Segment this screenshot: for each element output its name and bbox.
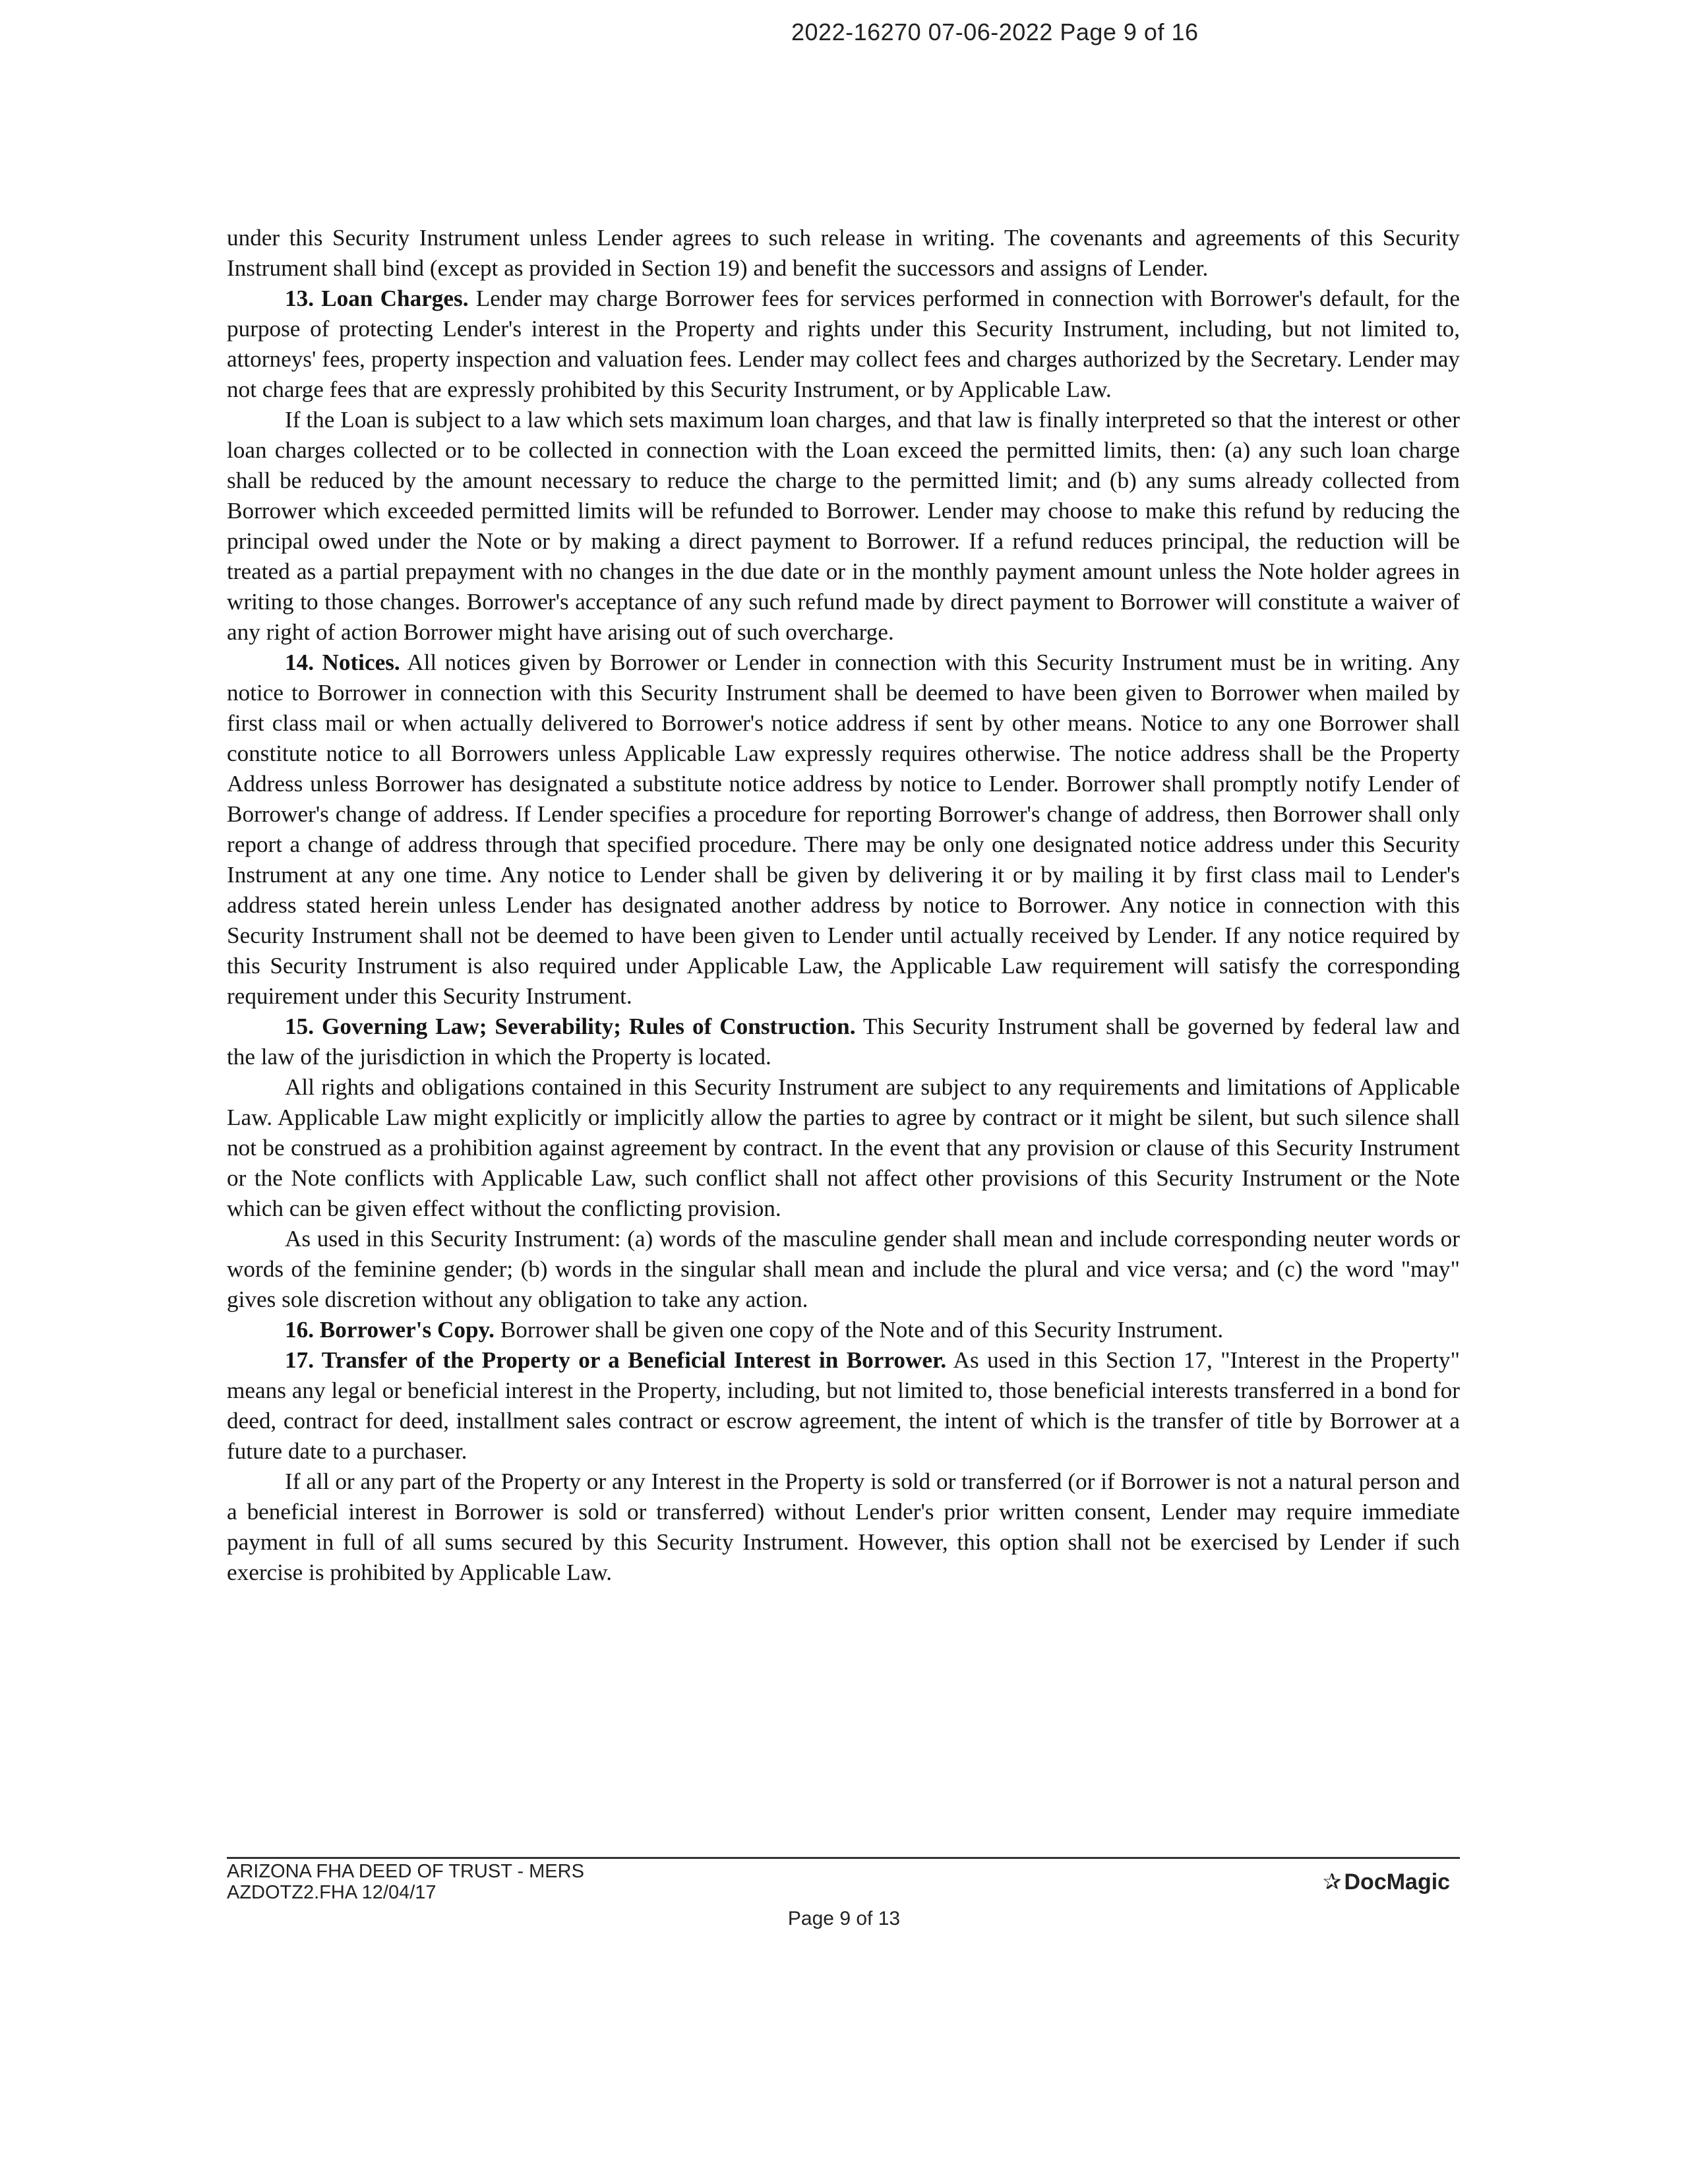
recording-stamp: 2022-16270 07-06-2022 Page 9 of 16	[791, 18, 1199, 46]
page-number: Page 9 of 13	[787, 1908, 901, 1929]
section-16-borrowers-copy	[227, 1315, 1460, 1345]
section-13-heading: 13. Loan Charges.	[285, 286, 469, 311]
section-15-paragraph-2: All rights and obligations contained in this Security Instrument are subject to any requirements and limitations of Applicable Law. Applicable Law might explicitly or implicitly allow the parties to agree by contract or it might be silent, but such silence shall not be construed as a prohibition against agreement by contract. In the event that any provision or clause of this Security Instrument or the Note conflicts with Applicable Law, such conflict shall not affect other provisions of this Security Instrument or the Note which can be given effect without the conflicting provision.	[227, 1074, 1460, 1221]
footer-form-title: ARIZONA FHA DEED OF TRUST - MERS	[227, 1861, 584, 1882]
section-14-notices	[227, 648, 1460, 1012]
document-body	[227, 223, 1460, 1588]
star-icon: ✰	[1323, 1869, 1342, 1895]
footer-form-info	[227, 1861, 584, 1903]
section-17-text: As used in this Section 17, "Interest in the Property" means any legal or beneficial interest in the Property, including, but not limited to, those beneficial interests transferred in a bond for deed, contract for deed, installment sales contract or escrow agreement, the intent of which is the transfer of title by Borrower at a future date to a purchaser.	[227, 1347, 1460, 1464]
section-13-text: Lender may charge Borrower fees for services performed in connection with Borrower's default, for the purpose of protecting Lender's interest in the Property and rights under this Security Instrument, including, but not limited to, attorneys' fees, property inspection and valuation fees. Lender may collect fees and charges authorized by the Secretary. Lender may not charge fees that are expressly prohibited by this Security Instrument, or by Applicable Law.	[227, 286, 1460, 402]
docmagic-logo	[1323, 1869, 1450, 1895]
paragraph-continuation: under this Security Instrument unless Lender agrees to such release in writing. The covenants and agreements of this Security Instrument shall bind (except as provided in Section 19) and benefit the successors and assigns of Lender.	[227, 225, 1460, 281]
section-16-text: Borrower shall be given one copy of the Note and of this Security Instrument.	[494, 1317, 1224, 1343]
section-14-text: All notices given by Borrower or Lender in connection with this Security Instrument must be in writing. Any notice to Borrower in connection with this Security Instrument shall be deemed to have been given to Borrower when mailed by first class mail or when actually delivered to Borrower's notice address if sent by other means. Notice to any one Borrower shall constitute notice to all Borrowers unless Applicable Law expressly requires otherwise. The notice address shall be the Property Address unless Borrower has designated a substitute notice address by notice to Lender. Borrower shall promptly notify Lender of Borrower's change of address. If Lender specifies a procedure for reporting Borrower's change of address, then Borrower shall only report a change of address through that specified procedure. There may be only one designated notice address under this Security Instrument at any one time. Any notice to Lender shall be given by delivering it or by mailing it by first class mail to Lender's address stated herein unless Lender has designated another address by notice to Borrower. Any notice in connection with this Security Instrument shall not be deemed to have been given to Lender until actually received by Lender. If any notice required by this Security Instrument is also required under Applicable Law, the Applicable Law requirement will satisfy the corresponding requirement under this Security Instrument.	[227, 650, 1460, 1009]
brand-name: DocMagic	[1344, 1869, 1451, 1895]
section-15-governing-law	[227, 1012, 1460, 1072]
section-17-paragraph-2: If all or any part of the Property or any Interest in the Property is sold or transferred (or if Borrower is not a natural person and a beneficial interest in Borrower is sold or transferred) without Lender's prior written consent, Lender may require immediate payment in full of all sums secured by this Security Instrument. However, this option shall not be exercised by Lender if such exercise is prohibited by Applicable Law.	[227, 1469, 1460, 1585]
section-15-paragraph-3: As used in this Security Instrument: (a) words of the masculine gender shall mean and include corresponding neuter words or words of the feminine gender; (b) words in the singular shall mean and include the plural and vice versa; and (c) the word "may" gives sole discretion without any obligation to take any action.	[227, 1226, 1460, 1312]
section-14-heading: 14. Notices.	[285, 650, 400, 675]
section-17-transfer	[227, 1345, 1460, 1467]
section-13-paragraph-2: If the Loan is subject to a law which sets maximum loan charges, and that law is finally interpreted so that the interest or other loan charges collected or to be collected in connection with the Loan exceed the permitted limits, then: (a) any such loan charge shall be reduced by the amount necessary to reduce the charge to the permitted limit; and (b) any sums already collected from Borrower which exceeded permitted limits will be refunded to Borrower. Lender may choose to make this refund by reducing the principal owed under the Note or by making a direct payment to Borrower. If a refund reduces principal, the reduction will be treated as a partial prepayment with no changes in the due date or in the monthly payment amount unless the Note holder agrees in writing to those changes. Borrower's acceptance of any such refund made by direct payment to Borrower will constitute a waiver of any right of action Borrower might have arising out of such overcharge.	[227, 407, 1460, 645]
section-17-heading: 17. Transfer of the Property or a Beneficial Interest in Borrower.	[285, 1347, 947, 1373]
footer-divider	[227, 1857, 1460, 1859]
section-16-heading: 16. Borrower's Copy.	[285, 1317, 495, 1343]
footer-form-code: AZDOTZ2.FHA 12/04/17	[227, 1882, 437, 1903]
section-15-heading: 15. Governing Law; Severability; Rules of Construction.	[285, 1014, 856, 1039]
section-15-text: This Security Instrument shall be governed by federal law and the law of the jurisdiction in which the Property is located.	[227, 1014, 1460, 1070]
section-13-loan-charges	[227, 284, 1460, 405]
